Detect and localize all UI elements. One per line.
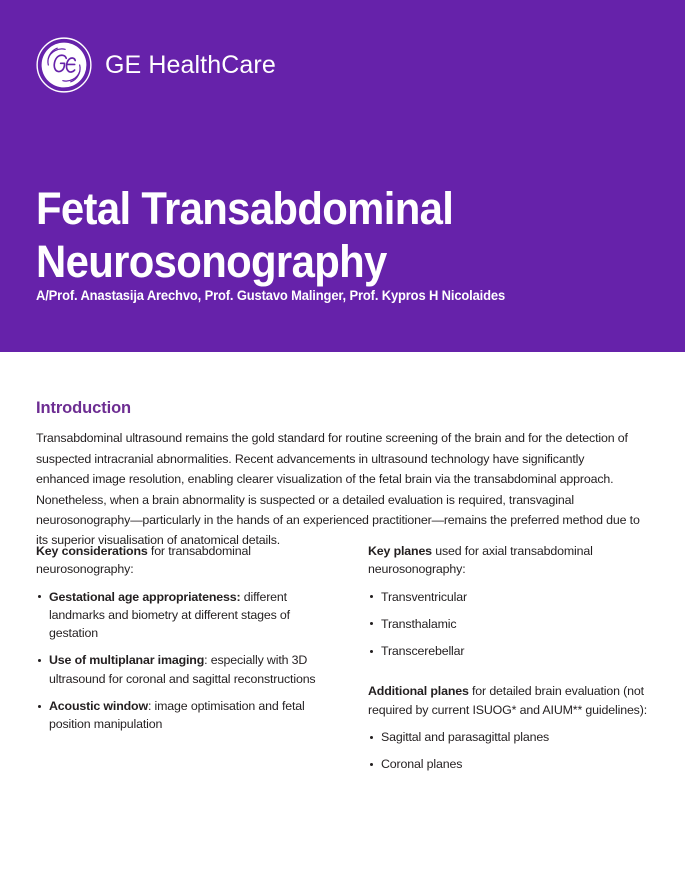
list-item [36, 697, 336, 734]
list-item-text: Coronal planes [381, 757, 463, 772]
additional-planes-lead-rest: for detailed brain evaluation (not required by current ISUOG* and AIUM** guidelines): [368, 684, 647, 717]
right-column [352, 542, 685, 774]
list-item-bold: Gestational age appropriateness: [49, 589, 241, 604]
key-considerations-lead-bold: Key considerations [36, 544, 148, 558]
list-item [368, 615, 655, 633]
key-planes-list [368, 588, 655, 661]
additional-planes-lead [368, 682, 655, 719]
list-item [368, 728, 655, 746]
list-item [368, 588, 655, 606]
list-item-text: Transventricular [381, 589, 467, 604]
list-item [368, 642, 655, 660]
key-planes-lead [368, 542, 655, 579]
key-planes-lead-bold: Key planes [368, 544, 432, 558]
section-heading-introduction: Introduction [36, 398, 132, 417]
list-item-text: : especially with 3D ultrasound for coronal and sagittal reconstructions [49, 653, 316, 686]
additional-planes-list [368, 728, 655, 774]
key-considerations-lead [36, 542, 336, 579]
additional-planes-lead-bold: Additional planes [368, 684, 469, 699]
brand-logo [36, 37, 276, 93]
content-area [0, 352, 685, 889]
list-item-bold: Use of multiplanar imaging [49, 653, 205, 668]
key-planes-lead-rest: used for axial transabdominal neurosonography: [368, 544, 593, 577]
list-item [36, 651, 336, 688]
ge-monogram-icon [36, 37, 92, 93]
list-item-text: Transthalamic [381, 616, 457, 631]
page-title [36, 182, 594, 288]
page-title-line-2: Neurosonography [36, 236, 387, 288]
list-item [368, 755, 655, 773]
list-item-text: Sagittal and parasagittal planes [381, 730, 550, 745]
list-item-text: different landmarks and biometry at different stages of gestation [49, 589, 290, 641]
page-title-line-1: Fetal Transabdominal [36, 183, 454, 235]
list-item-text: Transcerebellar [381, 644, 465, 659]
author-list: A/Prof. Anastasija Arechvo, Prof. Gustavo Malinger, Prof. Kypros H Nicolaides [36, 288, 506, 303]
brand-name: GE HealthCare [105, 50, 276, 79]
list-item-bold: Acoustic window [49, 699, 148, 714]
key-considerations-list [36, 588, 336, 734]
two-column-layout [0, 542, 685, 774]
list-item-text: : image optimisation and fetal position manipulation [49, 699, 305, 732]
left-column [0, 542, 352, 734]
column-spacer [368, 660, 655, 682]
list-item [36, 588, 336, 643]
key-considerations-lead-rest: for transabdominal neurosonography: [36, 544, 251, 577]
introduction-paragraph: Transabdominal ultrasound remains the gold standard for routine screening of the brain and for the detection of suspected intracranial abnormalities. Recent advancements in ultrasound technology have significantly enhanced image resolution, enabling clearer visualization of the fetal brain via the transabdominal approach. Nonetheless, when a brain abnormality is suspected or a detailed evaluation is required, transvaginal neurosonography—particularly in the hands of an experienced practitioner—remains the preferred method due to its superior visualisation of anatomical details. [36, 431, 640, 548]
hero-banner [0, 0, 685, 352]
